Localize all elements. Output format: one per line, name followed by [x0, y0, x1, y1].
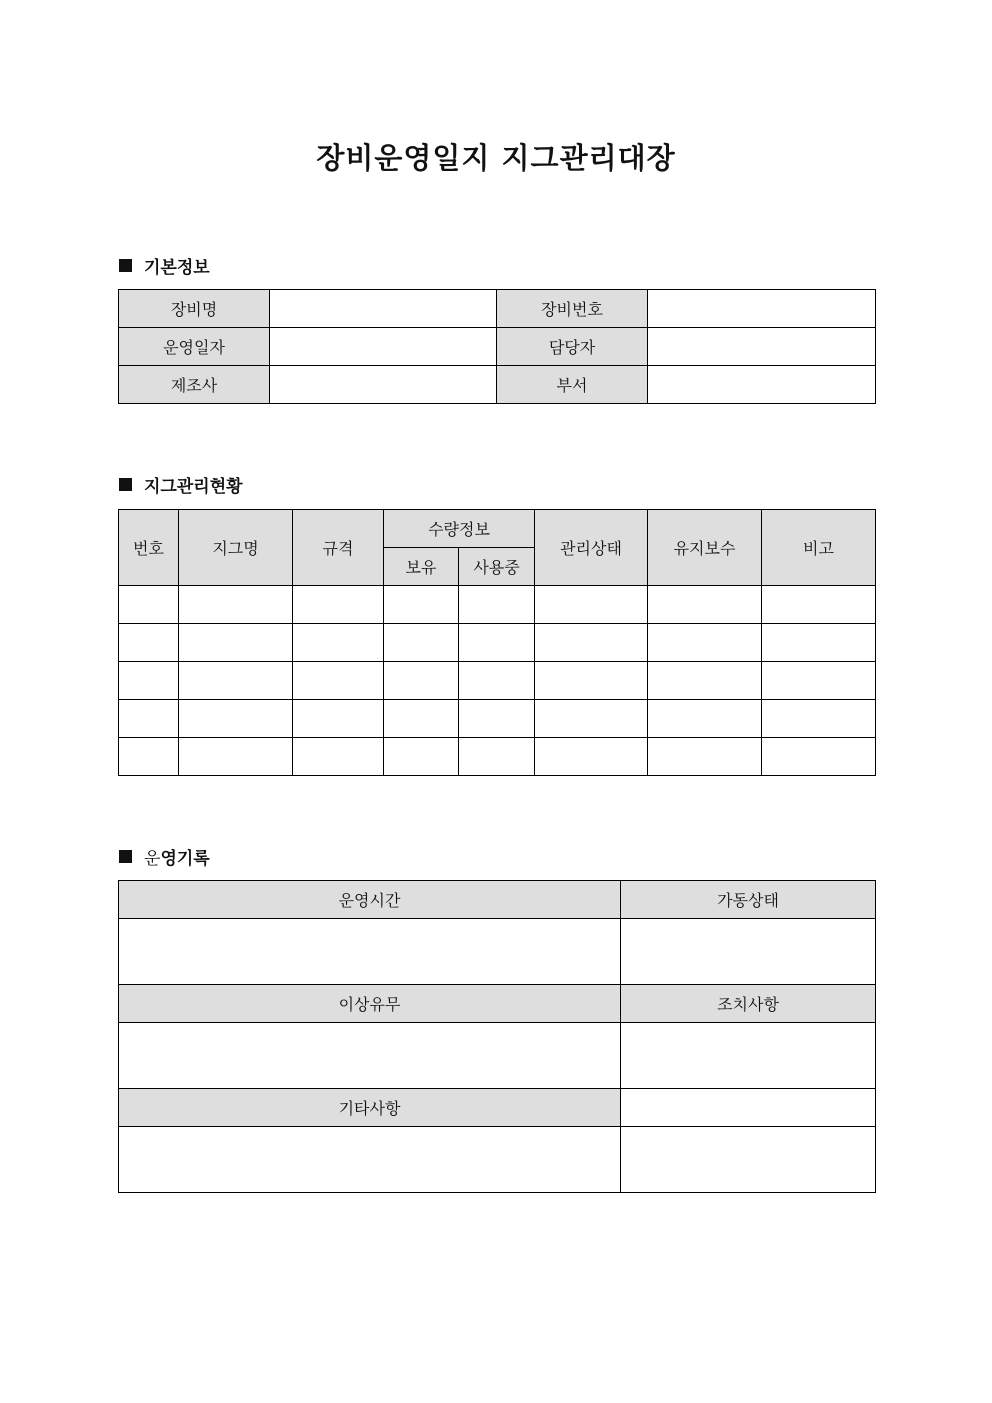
- manufacturer-field[interactable]: [270, 366, 497, 404]
- operation-date-field[interactable]: [270, 328, 497, 366]
- department-label: 부서: [497, 366, 648, 404]
- col-header-maintenance: 유지보수: [648, 510, 762, 586]
- cell-spec[interactable]: [293, 662, 384, 700]
- square-bullet-icon: [119, 850, 132, 863]
- cell-remarks[interactable]: [762, 586, 876, 624]
- cell-maintenance[interactable]: [648, 624, 762, 662]
- action-label: 조치사항: [621, 985, 876, 1023]
- col-header-jig-name: 지그명: [179, 510, 293, 586]
- cell-jig-name[interactable]: [179, 662, 293, 700]
- table-row: [119, 1089, 876, 1127]
- cell-spec[interactable]: [293, 738, 384, 776]
- basic-info-heading: [119, 253, 210, 277]
- cell-remarks[interactable]: [762, 738, 876, 776]
- department-field[interactable]: [648, 366, 876, 404]
- cell-jig-name[interactable]: [179, 586, 293, 624]
- col-header-qty-info: 수량정보: [384, 510, 535, 548]
- table-row: [119, 1023, 876, 1089]
- cell-mgmt-status[interactable]: [535, 662, 648, 700]
- basic-info-heading-text: 기본정보: [144, 257, 210, 278]
- cell-spec[interactable]: [293, 624, 384, 662]
- cell-qty-owned[interactable]: [384, 624, 459, 662]
- table-row: [119, 1127, 876, 1193]
- op-record-table: [118, 880, 876, 1193]
- equipment-number-field[interactable]: [648, 290, 876, 328]
- table-row: [119, 700, 876, 738]
- cell-maintenance[interactable]: [648, 738, 762, 776]
- cell-qty-in-use[interactable]: [459, 738, 535, 776]
- cell-no[interactable]: [119, 662, 179, 700]
- cell-remarks[interactable]: [762, 624, 876, 662]
- misc-label: 기타사항: [119, 1089, 621, 1127]
- square-bullet-icon: [119, 478, 132, 491]
- col-header-qty-in-use: 사용중: [459, 548, 535, 586]
- cell-qty-in-use[interactable]: [459, 662, 535, 700]
- table-row: [119, 881, 876, 919]
- table-row: [119, 586, 876, 624]
- cell-no[interactable]: [119, 586, 179, 624]
- col-header-mgmt-status: 관리상태: [535, 510, 648, 586]
- page-title: 장비운영일지 지그관리대장: [316, 141, 676, 175]
- cell-qty-in-use[interactable]: [459, 624, 535, 662]
- op-time-field[interactable]: [119, 919, 621, 985]
- cell-jig-name[interactable]: [179, 624, 293, 662]
- jig-status-heading-text: 지그관리현황: [144, 476, 243, 497]
- table-row: [119, 328, 876, 366]
- cell-no[interactable]: [119, 738, 179, 776]
- cell-mgmt-status[interactable]: [535, 738, 648, 776]
- col-header-remarks: 비고: [762, 510, 876, 586]
- square-bullet-icon: [119, 259, 132, 272]
- table-row: [119, 738, 876, 776]
- col-header-spec: 규격: [293, 510, 384, 586]
- cell-maintenance[interactable]: [648, 586, 762, 624]
- cell-qty-in-use[interactable]: [459, 586, 535, 624]
- table-row: [119, 919, 876, 985]
- cell-remarks[interactable]: [762, 700, 876, 738]
- op-record-heading-text-light: 운: [144, 848, 161, 869]
- equipment-name-label: 장비명: [119, 290, 270, 328]
- table-row: [119, 624, 876, 662]
- op-record-heading: [119, 844, 210, 868]
- equipment-number-label: 장비번호: [497, 290, 648, 328]
- cell-mgmt-status[interactable]: [535, 624, 648, 662]
- cell-qty-owned[interactable]: [384, 700, 459, 738]
- cell-jig-name[interactable]: [179, 700, 293, 738]
- manager-field[interactable]: [648, 328, 876, 366]
- cell-no[interactable]: [119, 700, 179, 738]
- cell-remarks[interactable]: [762, 662, 876, 700]
- misc-field[interactable]: [119, 1127, 621, 1193]
- operation-date-label: 운영일자: [119, 328, 270, 366]
- cell-no[interactable]: [119, 624, 179, 662]
- cell-qty-owned[interactable]: [384, 586, 459, 624]
- anomaly-label: 이상유무: [119, 985, 621, 1023]
- jig-status-table: [118, 509, 876, 776]
- run-status-label: 가동상태: [621, 881, 876, 919]
- col-header-qty-owned: 보유: [384, 548, 459, 586]
- anomaly-field[interactable]: [119, 1023, 621, 1089]
- manager-label: 담당자: [497, 328, 648, 366]
- manufacturer-label: 제조사: [119, 366, 270, 404]
- col-header-no: 번호: [119, 510, 179, 586]
- table-row: [119, 290, 876, 328]
- op-record-heading-text: 영기록: [160, 848, 210, 869]
- cell-mgmt-status[interactable]: [535, 700, 648, 738]
- cell-qty-in-use[interactable]: [459, 700, 535, 738]
- action-field[interactable]: [621, 1023, 876, 1089]
- table-row: [119, 985, 876, 1023]
- equipment-name-field[interactable]: [270, 290, 497, 328]
- jig-status-heading: [119, 472, 243, 496]
- run-status-field[interactable]: [621, 919, 876, 985]
- table-row: [119, 662, 876, 700]
- cell-maintenance[interactable]: [648, 662, 762, 700]
- cell-qty-owned[interactable]: [384, 738, 459, 776]
- misc-right-field[interactable]: [621, 1127, 876, 1193]
- basic-info-table: [118, 289, 876, 404]
- cell-qty-owned[interactable]: [384, 662, 459, 700]
- misc-right-label: [621, 1089, 876, 1127]
- cell-mgmt-status[interactable]: [535, 586, 648, 624]
- cell-spec[interactable]: [293, 586, 384, 624]
- op-time-label: 운영시간: [119, 881, 621, 919]
- cell-maintenance[interactable]: [648, 700, 762, 738]
- cell-spec[interactable]: [293, 700, 384, 738]
- table-header-row: [119, 510, 876, 548]
- table-row: [119, 366, 876, 404]
- cell-jig-name[interactable]: [179, 738, 293, 776]
